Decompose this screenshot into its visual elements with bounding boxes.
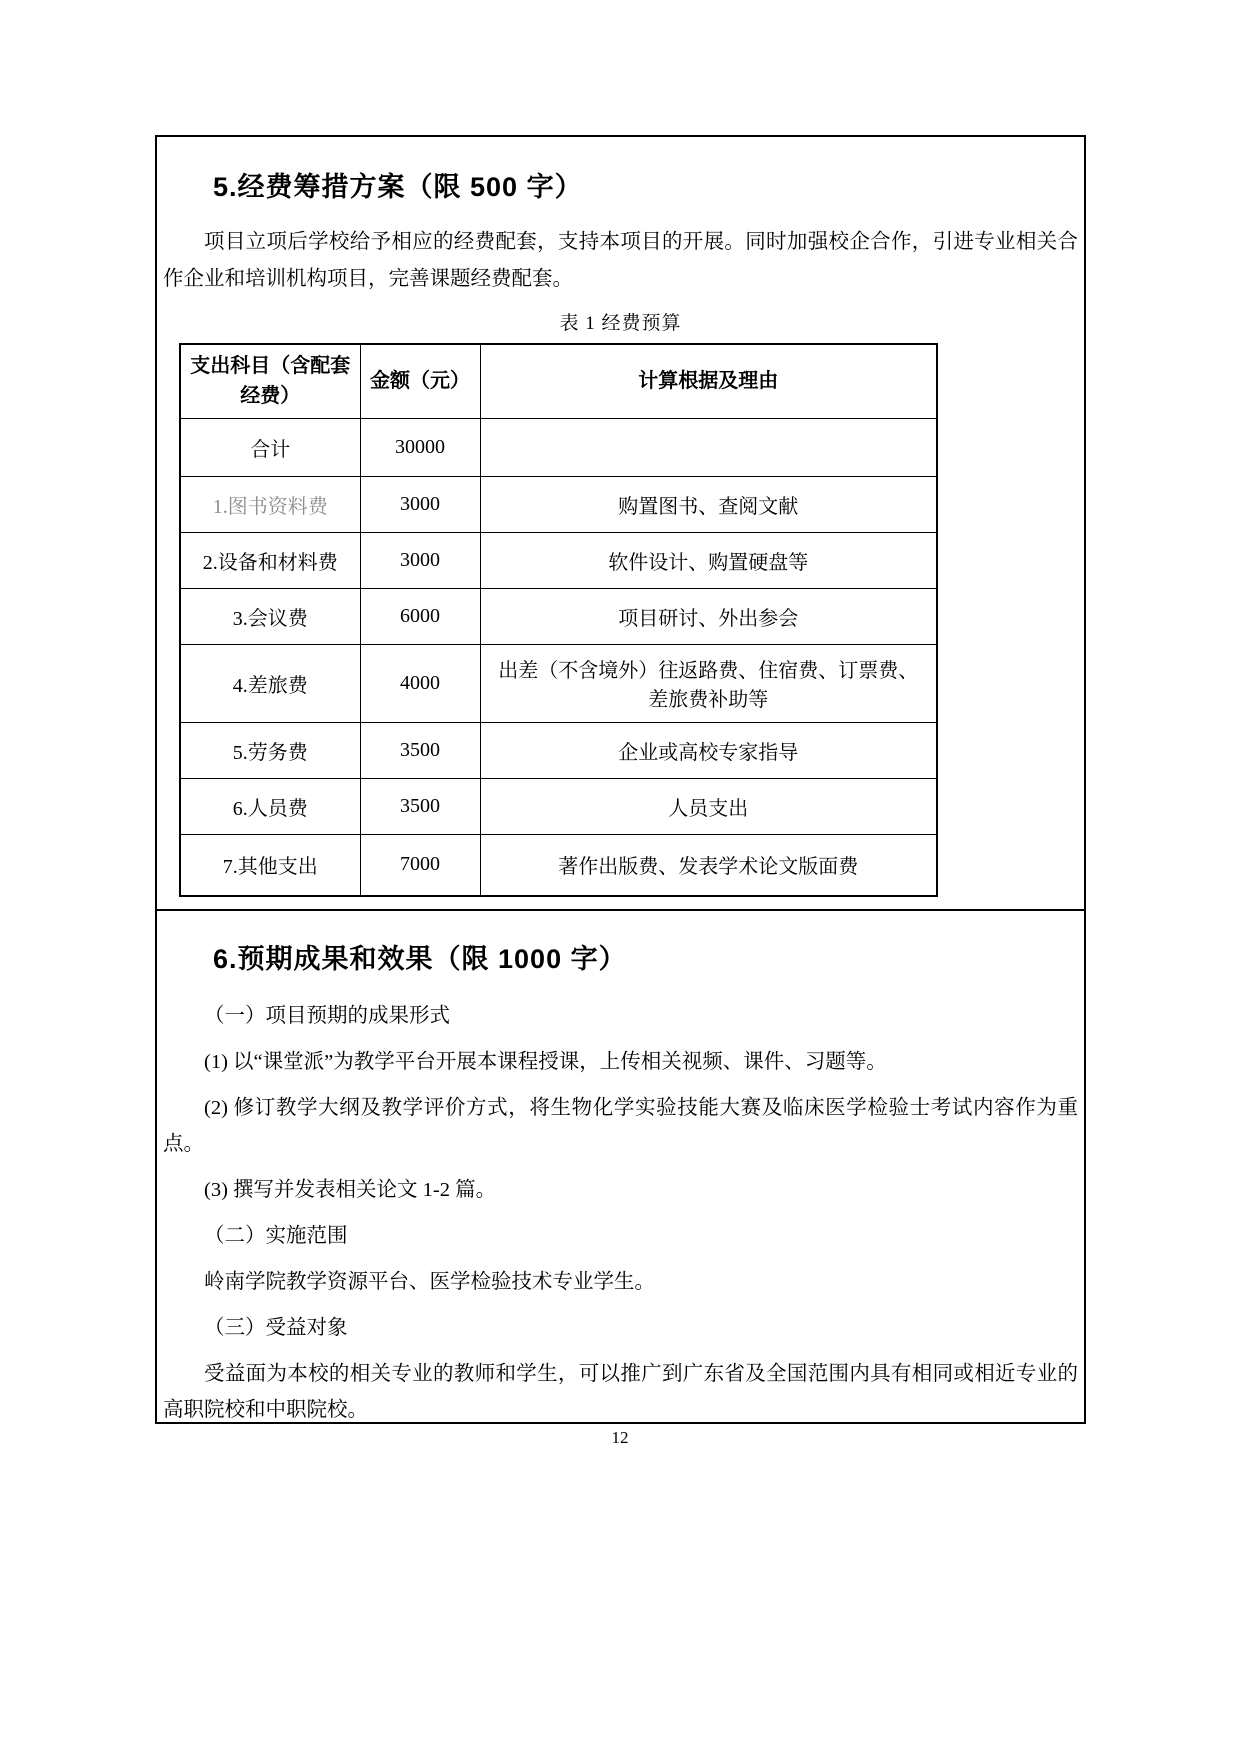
cell-amount: 3000	[360, 476, 480, 532]
section-expected-outcomes	[157, 909, 1084, 1422]
cell-category: 6.人员费	[180, 778, 360, 834]
outcome-paragraph: (2) 修订教学大纲及教学评价方式，将生物化学实验技能大赛及临床医学检验士考试内容作为重点。	[163, 1097, 1078, 1155]
cell-amount: 30000	[360, 418, 480, 476]
table-row	[180, 476, 937, 532]
cell-reason: 购置图书、查阅文献	[480, 476, 937, 532]
document-frame	[155, 135, 1086, 1424]
col-header-reason: 计算根据及理由	[480, 344, 937, 418]
table-row	[180, 644, 937, 722]
cell-category: 3.会议费	[180, 588, 360, 644]
outcome-paragraph: 受益面为本校的相关专业的教师和学生，可以推广到广东省及全国范围内具有相同或相近专业的高职院校和中职院校。	[163, 1363, 1078, 1421]
outcome-paragraph: （二）实施范围	[204, 1225, 348, 1247]
col-header-amount: 金额（元）	[360, 344, 480, 418]
cell-reason: 人员支出	[480, 778, 937, 834]
section-5-heading: 5.经费筹措方案（限 500 字）	[213, 172, 583, 202]
table-header-row	[180, 344, 937, 418]
cell-reason: 软件设计、购置硬盘等	[480, 532, 937, 588]
cell-category: 1.图书资料费	[180, 476, 360, 532]
table-row	[180, 588, 937, 644]
outcome-paragraph: (3) 撰写并发表相关论文 1-2 篇。	[204, 1179, 497, 1201]
section-5-paragraph: 项目立项后学校给予相应的经费配套，支持本项目的开展。同时加强校企合作，引进专业相关合作企业和培训机构项目，完善课题经费配套。	[163, 231, 1078, 290]
cell-category: 4.差旅费	[180, 644, 360, 722]
table-row	[180, 418, 937, 476]
table-row	[180, 532, 937, 588]
budget-table	[179, 343, 938, 897]
cell-amount: 7000	[360, 834, 480, 896]
section-funding-plan	[157, 165, 1084, 909]
table-row	[180, 778, 937, 834]
cell-amount: 4000	[360, 644, 480, 722]
cell-amount: 3500	[360, 778, 480, 834]
cell-category: 合计	[180, 418, 360, 476]
cell-reason: 企业或高校专家指导	[480, 722, 937, 778]
cell-amount: 3500	[360, 722, 480, 778]
cell-category: 5.劳务费	[180, 722, 360, 778]
table-row	[180, 722, 937, 778]
outcome-paragraph: (1) 以“课堂派”为教学平台开展本课程授课，上传相关视频、课件、习题等。	[204, 1051, 887, 1073]
section-6-heading: 6.预期成果和效果（限 1000 字）	[213, 944, 627, 974]
page-number: 12	[611, 1428, 629, 1447]
cell-amount: 6000	[360, 588, 480, 644]
cell-category: 7.其他支出	[180, 834, 360, 896]
outcome-paragraph: （三）受益对象	[204, 1317, 348, 1339]
table-row	[180, 834, 937, 896]
cell-category: 2.设备和材料费	[180, 532, 360, 588]
cell-reason	[480, 418, 937, 476]
col-header-category: 支出科目（含配套经费）	[180, 344, 360, 418]
cell-reason: 著作出版费、发表学术论文版面费	[480, 834, 937, 896]
cell-amount: 3000	[360, 532, 480, 588]
outcome-paragraph: 岭南学院教学资源平台、医学检验技术专业学生。	[204, 1271, 655, 1293]
cell-reason: 出差（不含境外）往返路费、住宿费、订票费、差旅费补助等	[480, 644, 937, 722]
cell-reason: 项目研讨、外出参会	[480, 588, 937, 644]
budget-table-caption: 表 1 经费预算	[559, 313, 682, 334]
outcome-paragraph: （一）项目预期的成果形式	[204, 1005, 450, 1027]
